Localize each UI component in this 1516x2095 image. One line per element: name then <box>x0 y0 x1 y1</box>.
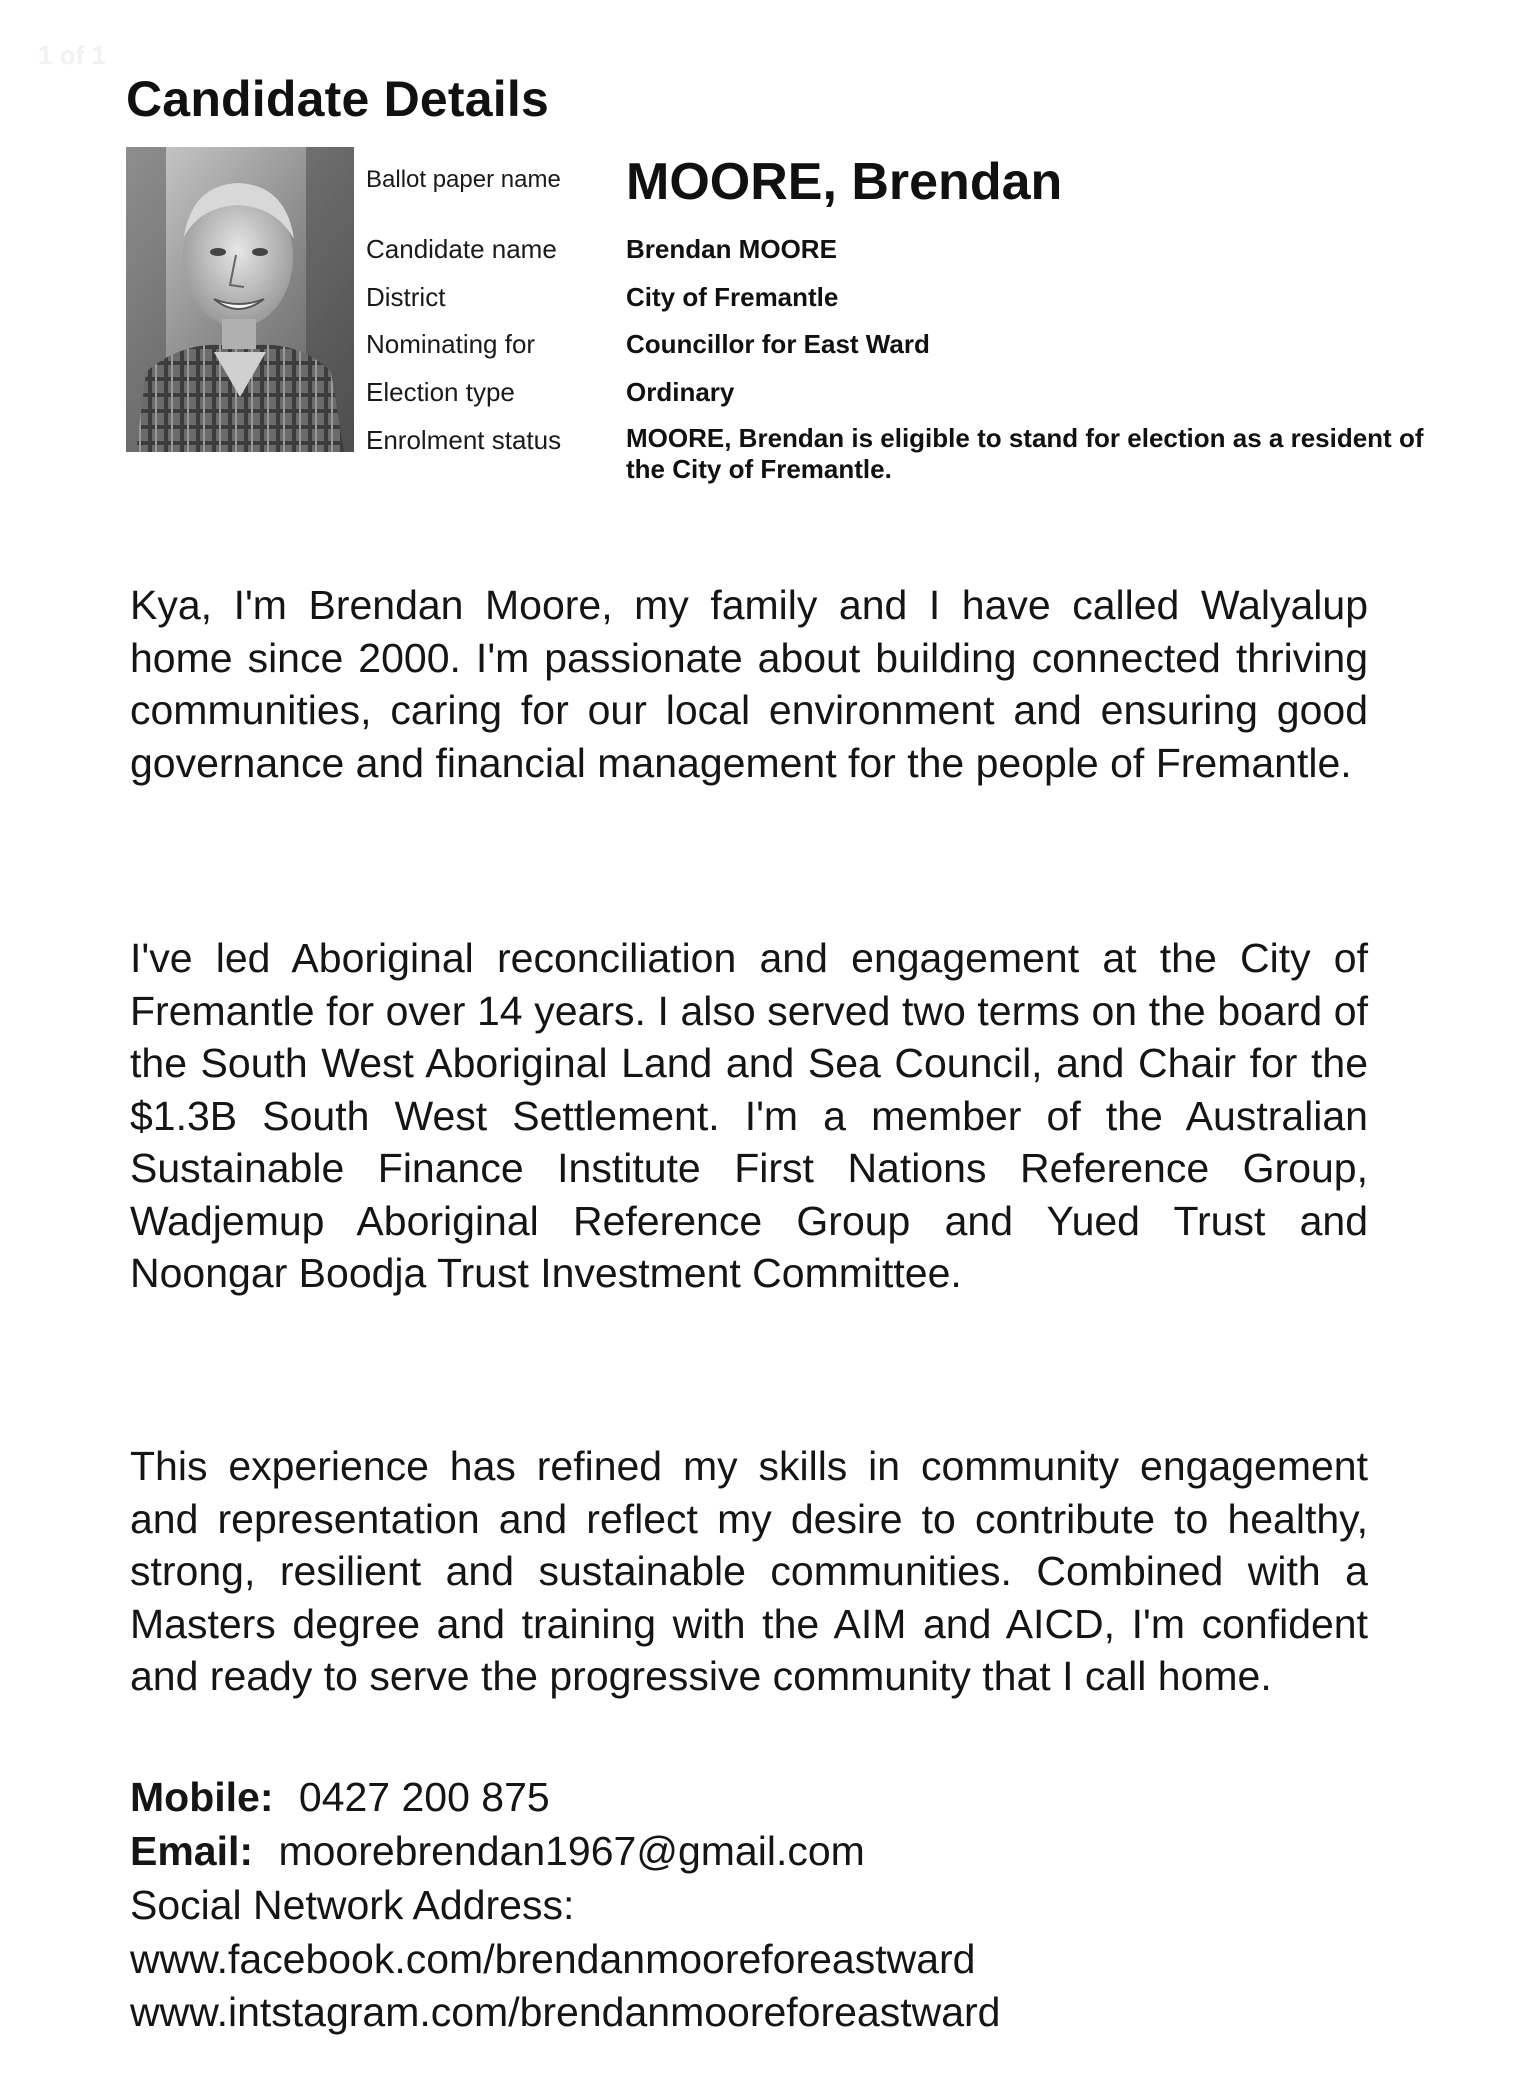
email-value: moorebrendan1967@gmail.com <box>278 1828 865 1874</box>
nominating-for-label: Nominating for <box>366 329 536 359</box>
district-label: District <box>366 282 446 312</box>
ballot-paper-name-value: MOORE, Brendan <box>626 153 1063 211</box>
mobile-label: Mobile: <box>130 1774 274 1820</box>
candidate-name-value: Brendan MOORE <box>626 234 837 264</box>
candidate-photo <box>126 147 354 452</box>
contact-mobile <box>130 1770 550 1824</box>
mobile-value: 0427 200 875 <box>298 1774 550 1820</box>
election-type-value: Ordinary <box>626 377 735 407</box>
facebook-link: www.facebook.com/brendanmooreforeastward <box>130 1936 976 1982</box>
bio-paragraph-2: I've led Aboriginal reconciliation and engagement at the City of Fremantle for over 14 years. I also served two terms on the board of the South West Aboriginal Land and Sea Council, and Chair for the $1.3B South West Settlement. I'm a member of the Australian Sustainable Finance Institute First Nations Reference Group, Wadjemup Aboriginal Reference Group and Yued Trust and Noongar Boodja Trust Investment Committee. <box>130 935 1368 1296</box>
election-type-label: Election type <box>366 377 515 407</box>
enrolment-status-label: Enrolment status <box>366 425 562 455</box>
email-label: Email: <box>130 1828 254 1874</box>
candidate-portrait-photo-icon <box>126 147 354 452</box>
ballot-paper-name-label: Ballot paper name <box>366 166 561 193</box>
nominating-for-value: Councillor for East Ward <box>626 329 930 359</box>
bio-paragraph-1: Kya, I'm Brendan Moore, my family and I have called Walyalup home since 2000. I'm passionate about building connected thriving communities, caring for our local environment and ensuring good governance and financial management for the people of Fremantle. <box>130 582 1368 786</box>
page-indicator: 1 of 1 <box>38 40 106 70</box>
social-network-label: Social Network Address: <box>130 1882 575 1928</box>
candidate-name-label: Candidate name <box>366 234 557 264</box>
instagram-link: www.intstagram.com/brendanmooreforeastward <box>130 1989 1001 2035</box>
bio-paragraph-3: This experience has refined my skills in community engagement and representation and reflect my desire to contribute to healthy, strong, resilient and sustainable communities. Combined with a Masters degree and training with the AIM and AICD, I'm confident and ready to serve the progressive community that I call home. <box>130 1443 1368 1699</box>
contact-email <box>130 1824 865 1878</box>
enrolment-status-value: MOORE, Brendan is eligible to stand for election as a resident of the City of Fremantle. <box>626 423 1424 484</box>
district-value: City of Fremantle <box>626 282 839 312</box>
page-title: Candidate Details <box>126 71 549 127</box>
